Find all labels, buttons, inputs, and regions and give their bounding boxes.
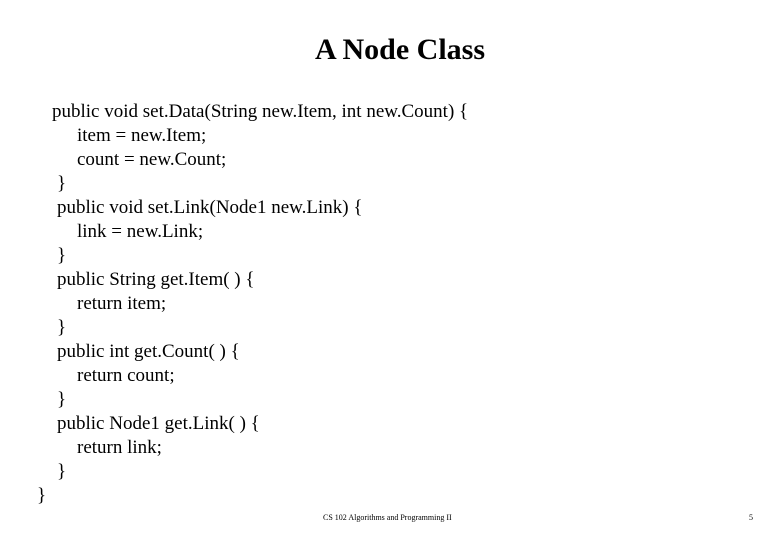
code-line: return link; bbox=[77, 437, 162, 458]
slide-title: A Node Class bbox=[314, 33, 486, 66]
code-line: public int get.Count( ) { bbox=[57, 341, 240, 362]
page-number: 5 bbox=[749, 513, 753, 522]
code-line: public void set.Data(String new.Item, int new.Count) { bbox=[52, 101, 469, 122]
code-line: return item; bbox=[77, 293, 167, 314]
code-line: } bbox=[57, 389, 67, 410]
slide-footer: CS 102 Algorithms and Programming II bbox=[323, 513, 452, 522]
code-line: } bbox=[57, 245, 67, 266]
code-line: } bbox=[37, 485, 47, 506]
code-line: return count; bbox=[77, 365, 175, 386]
code-line: public Node1 get.Link( ) { bbox=[57, 413, 260, 434]
code-line: item = new.Item; bbox=[77, 125, 207, 146]
code-line: } bbox=[57, 461, 67, 482]
code-line: count = new.Count; bbox=[77, 149, 227, 170]
code-line: public String get.Item( ) { bbox=[57, 269, 255, 290]
code-line: } bbox=[57, 173, 67, 194]
code-line: public void set.Link(Node1 new.Link) { bbox=[57, 197, 363, 218]
code-line: link = new.Link; bbox=[77, 221, 204, 242]
code-line: } bbox=[57, 317, 67, 338]
